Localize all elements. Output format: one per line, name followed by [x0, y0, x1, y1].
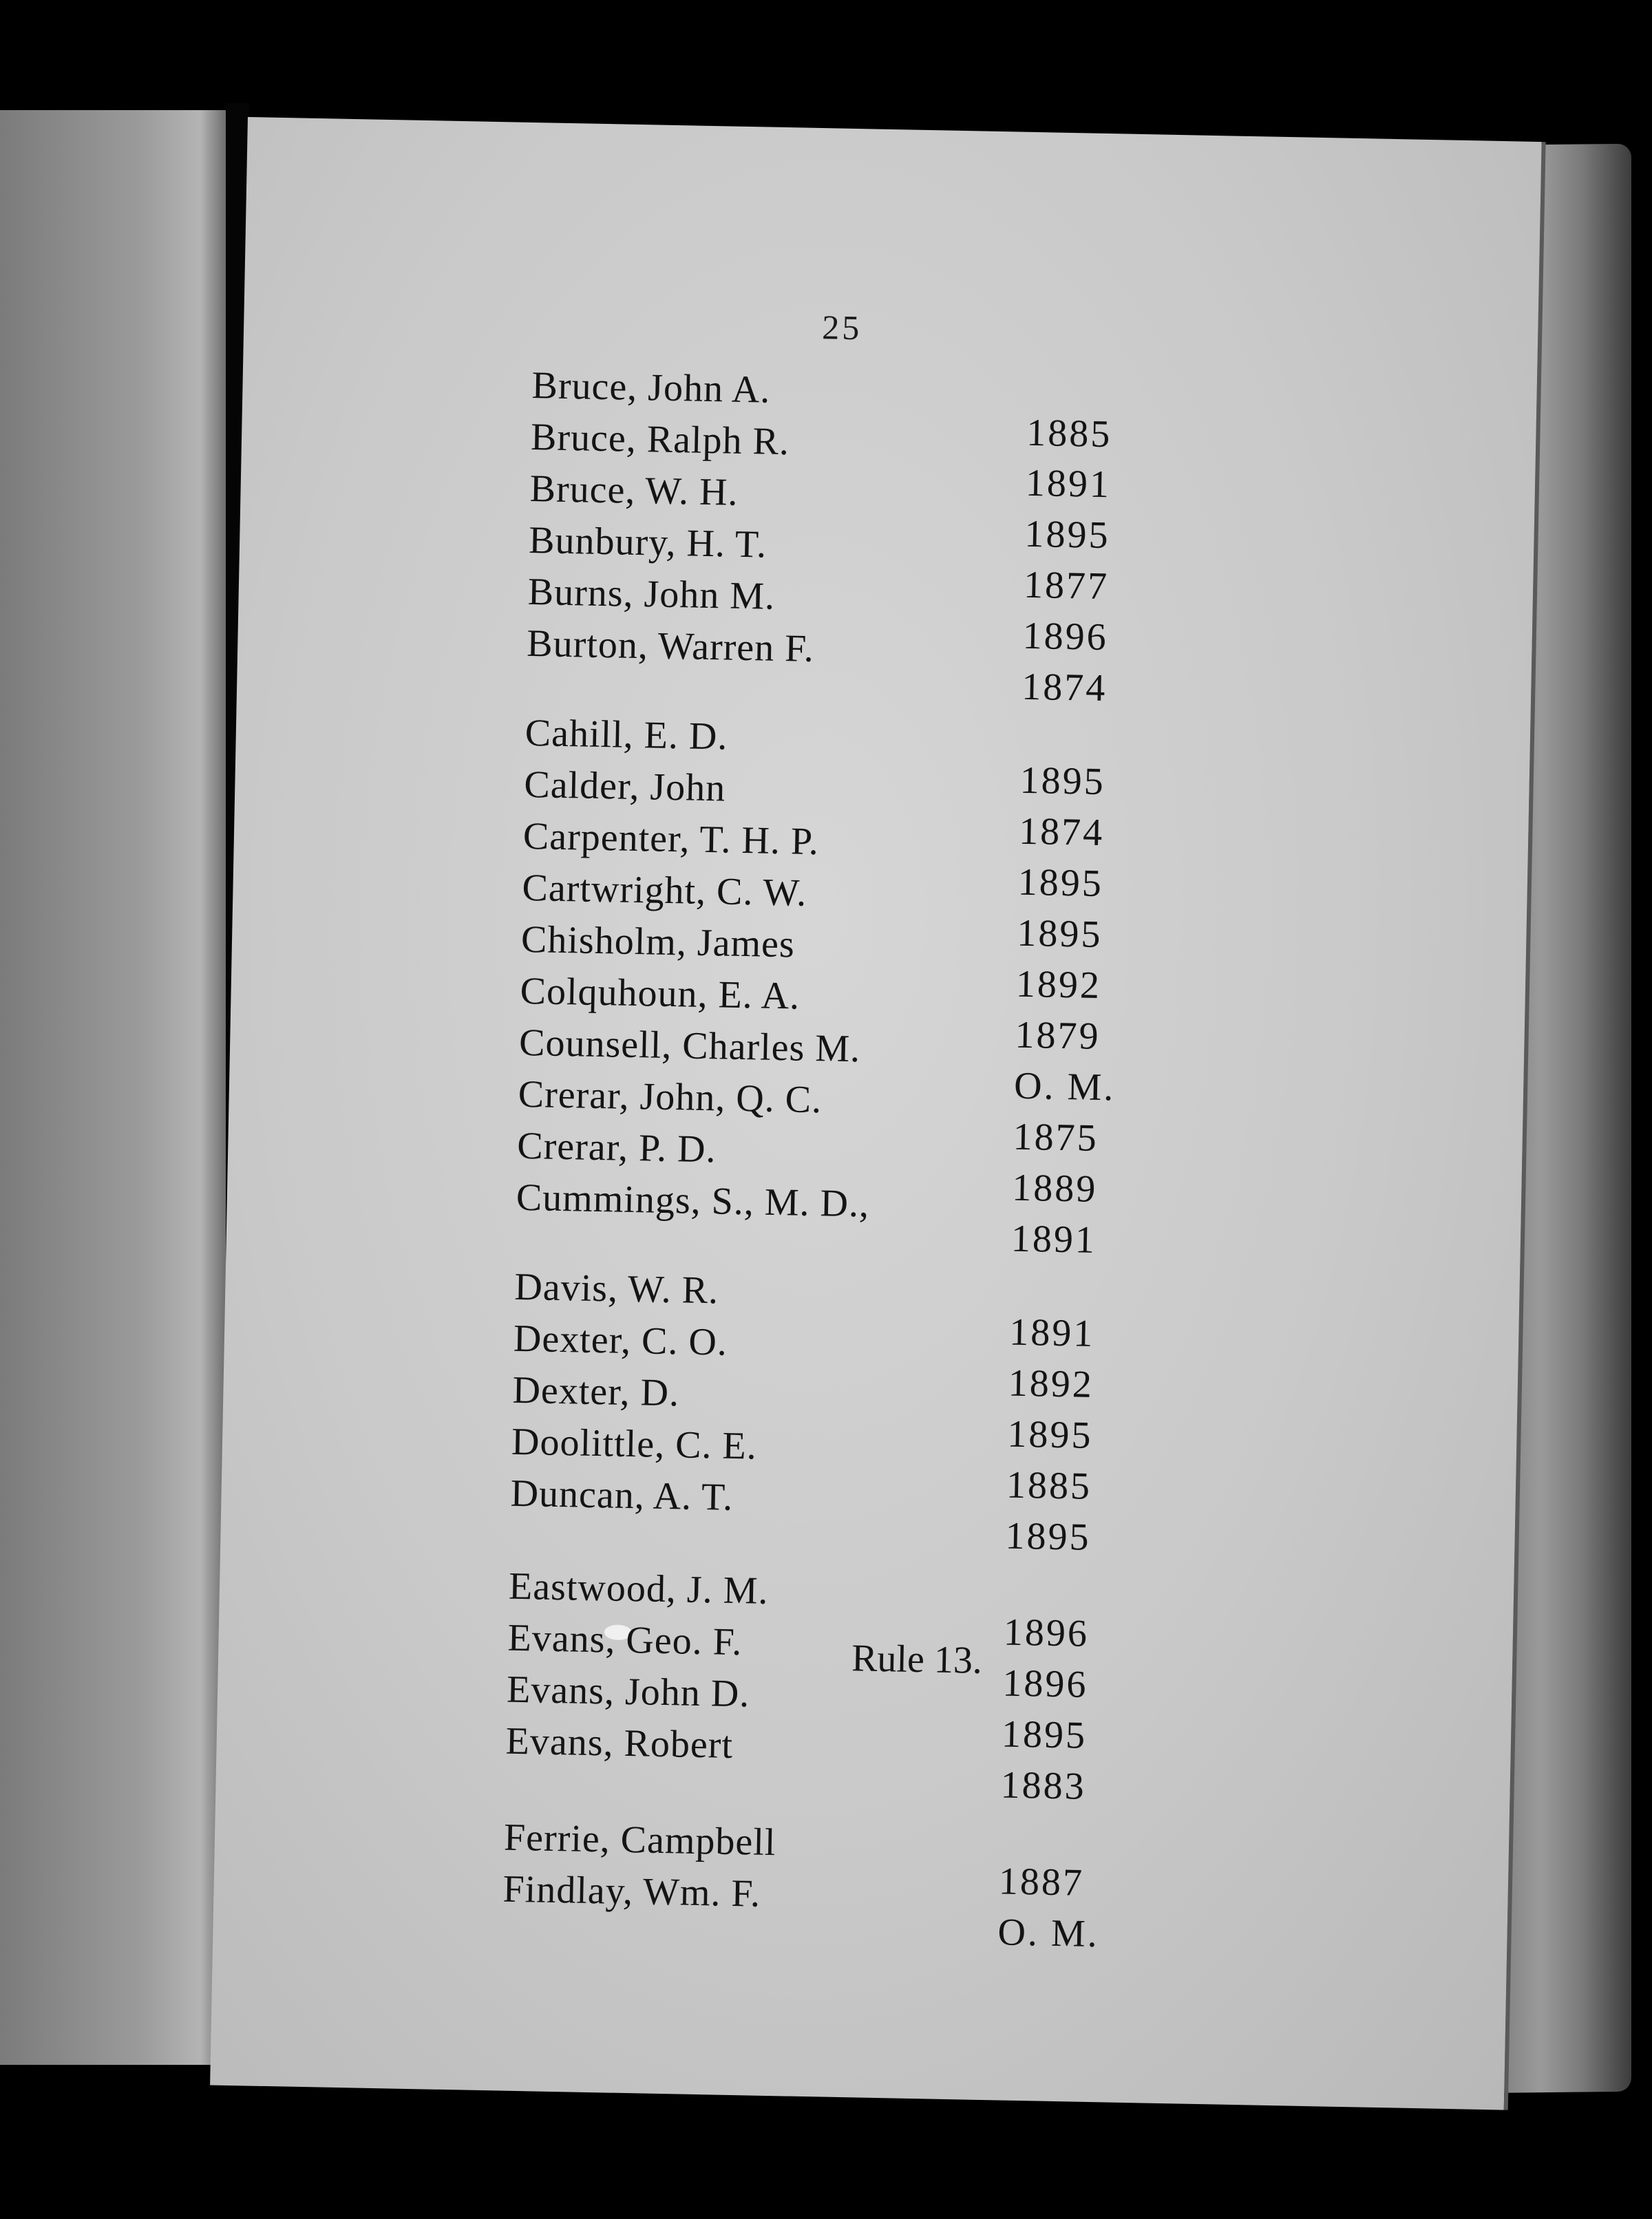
- entry-year: 1895: [1001, 1712, 1088, 1757]
- entry-year: 1895: [1024, 512, 1111, 558]
- entry-name: Dexter, C. O.: [513, 1317, 728, 1364]
- entry-year: 1879: [1015, 1013, 1101, 1059]
- entry-year: O. M.: [997, 1911, 1100, 1956]
- entry-name: Chisholm, James: [520, 917, 796, 966]
- entry-name: Cummings, S., M. D.,: [516, 1176, 870, 1226]
- entry-name: Burns, John M.: [527, 570, 776, 618]
- entry-year: 1891: [1008, 1310, 1095, 1355]
- entry-name: Ferrie, Campbell: [503, 1816, 777, 1865]
- entry-name: Crerar, John, Q. C.: [518, 1072, 823, 1122]
- entry-year: 1874: [1021, 665, 1108, 710]
- entry-name: Burton, Warren F.: [526, 622, 815, 670]
- entry-name: Davis, W. R.: [513, 1265, 719, 1313]
- entry-name: Bruce, W. H.: [529, 467, 739, 514]
- entry-name: Counsell, Charles M.: [518, 1021, 861, 1071]
- entry-year: 1895: [1017, 860, 1104, 906]
- entry-name: Cartwright, C. W.: [521, 866, 807, 915]
- entry-year: 1895: [1005, 1514, 1092, 1559]
- entry-year: 1877: [1023, 563, 1110, 608]
- entry-name: Dexter, D.: [511, 1368, 680, 1415]
- entry-name: Crerar, P. D.: [516, 1124, 717, 1171]
- entry-year: 1885: [1026, 411, 1112, 456]
- entry-name: Bruce, Ralph R.: [530, 415, 790, 464]
- entry-year: 1895: [1006, 1412, 1094, 1457]
- entry-year: 1887: [998, 1860, 1085, 1904]
- entry-name: Findlay, Wm. F.: [502, 1867, 761, 1915]
- entry-year: 1895: [1016, 911, 1103, 957]
- entry-year: 1889: [1011, 1166, 1098, 1211]
- entry-name: Evans, Geo. F.: [507, 1616, 743, 1664]
- entry-name: Eastwood, J. M.: [508, 1564, 770, 1613]
- entry-name: Bunbury, H. T.: [528, 518, 767, 566]
- left-page-edge: [138, 110, 227, 2065]
- entry-year: 1885: [1006, 1463, 1092, 1508]
- entry-name: Cahill, E. D.: [525, 711, 728, 758]
- entry-year: O. M.: [1013, 1064, 1116, 1110]
- entry-year: 1892: [1008, 1361, 1094, 1406]
- entry-year: 1892: [1015, 962, 1102, 1008]
- entry-year: 1896: [1022, 614, 1109, 659]
- entry-name: Carpenter, T. H. P.: [522, 814, 820, 864]
- entry-name: Duncan, A. T.: [510, 1472, 734, 1519]
- entry-name: Bruce, John A.: [531, 363, 771, 412]
- register-page: [210, 117, 1546, 2110]
- entry-year: 1896: [1002, 1661, 1089, 1706]
- entry-name: Doolittle, C. E.: [511, 1420, 758, 1468]
- entry-year: 1896: [1003, 1611, 1090, 1655]
- entry-name: Evans, Robert: [505, 1719, 734, 1767]
- entry-name: Evans, John D.: [506, 1668, 750, 1716]
- entry-note: Rule 13.: [851, 1637, 983, 1682]
- entry-name: Colquhoun, E. A.: [520, 969, 801, 1018]
- entry-year: 1883: [1000, 1763, 1087, 1808]
- entry-year: 1874: [1018, 809, 1105, 855]
- page-number: 25: [821, 308, 862, 348]
- entry-name: Calder, John: [523, 763, 726, 810]
- entry-year: 1875: [1013, 1115, 1099, 1160]
- entry-year: 1895: [1019, 758, 1106, 804]
- entry-year: 1891: [1025, 461, 1112, 507]
- entry-year: 1891: [1010, 1217, 1097, 1262]
